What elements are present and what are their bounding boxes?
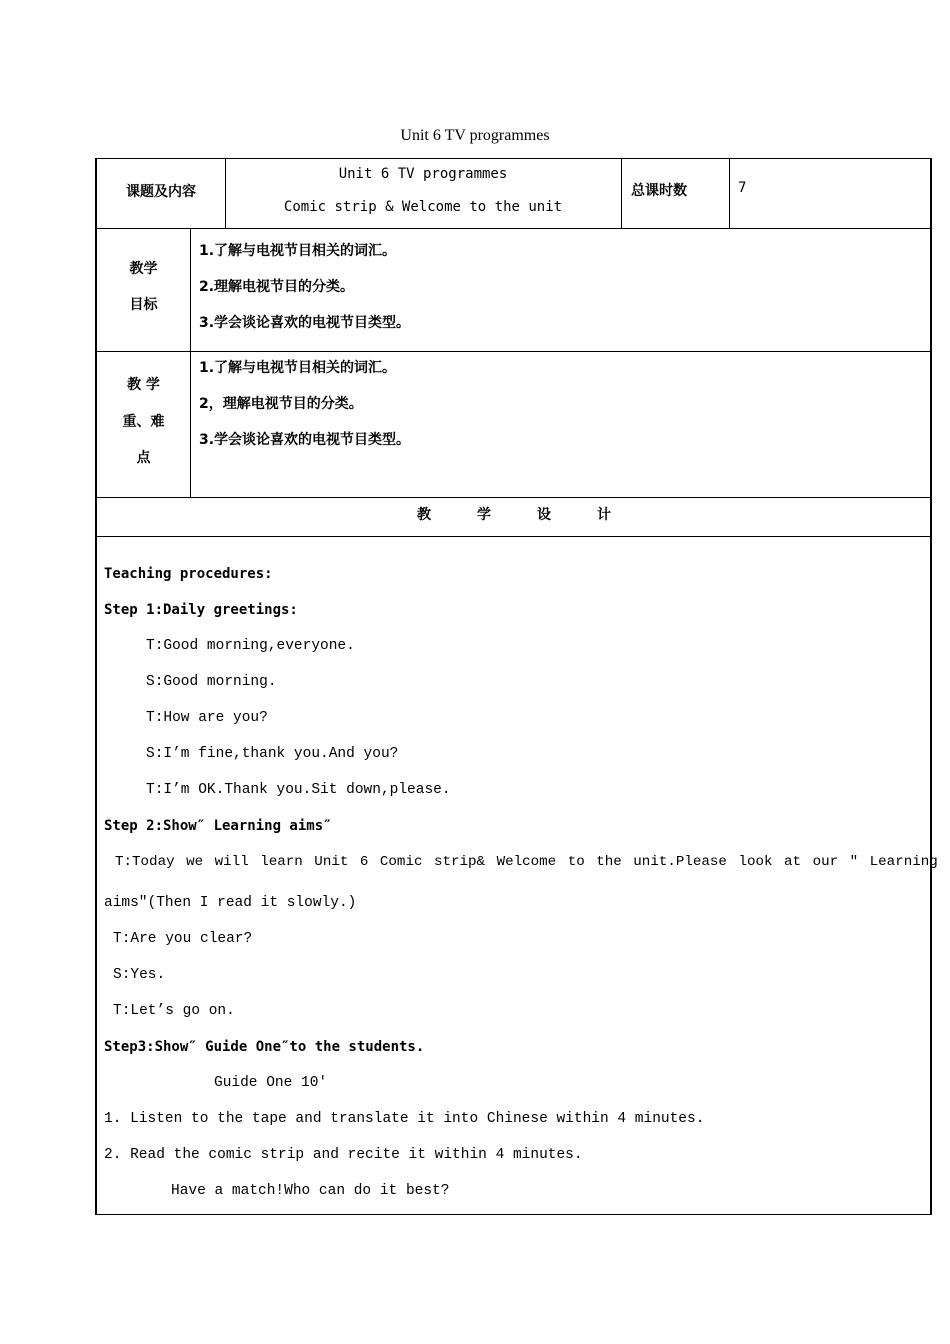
objectives-label-2: 目标 [129, 297, 158, 313]
step2-text: aims″(Then I read it slowly.) [104, 895, 357, 911]
lesson-plan-table [95, 158, 938, 1215]
hours-label: 总课时数 [631, 183, 687, 199]
row-divider [97, 497, 930, 498]
guide-item: 1. Listen to the tape and translate it into Chinese within 4 minutes. [104, 1111, 705, 1127]
objective-item: 3.学会谈论喜欢的电视节目类型。 [199, 315, 411, 331]
procedures-heading: Teaching procedures: [104, 566, 273, 582]
step2-heading: Step 2:Show″ Learning aims″ [104, 818, 332, 834]
keypoints-label-3: 点 [136, 450, 151, 466]
row-divider [97, 228, 930, 229]
dialogue-line: T:How are you? [146, 710, 268, 726]
objective-item: 2.理解电视节目的分类。 [199, 279, 355, 295]
dialogue-line: T:Let’s go on. [113, 1003, 235, 1019]
topic-line-1: Unit 6 TV programmes [338, 166, 508, 182]
keypoint-item: 2，理解电视节目的分类。 [199, 396, 363, 412]
hours-value: 7 [738, 180, 747, 196]
dialogue-line: T:I’m OK.Thank you.Sit down,please. [146, 782, 451, 798]
design-heading-char: 学 [477, 507, 491, 523]
guide-title: Guide One 10′ [214, 1075, 328, 1091]
design-heading-char: 设 [537, 507, 551, 523]
step2-text: T:Today we will learn Unit 6 Comic strip& Welcome to the unit.Please look at our ″ Learning [115, 854, 938, 870]
page-title: Unit 6 TV programmes [400, 127, 550, 144]
dialogue-line: T:Good morning,everyone. [146, 638, 355, 654]
col-divider [190, 228, 191, 497]
objective-item: 1.了解与电视节目相关的词汇。 [199, 243, 397, 259]
keypoints-label-2: 重、难 [122, 414, 165, 430]
match-line: Have a match!Who can do it best? [171, 1183, 450, 1199]
dialogue-line: S:Good morning. [146, 674, 277, 690]
step1-heading: Step 1:Daily greetings: [104, 602, 298, 618]
keypoint-item: 1.了解与电视节目相关的词汇。 [199, 360, 397, 376]
keypoint-item: 3.学会谈论喜欢的电视节目类型。 [199, 432, 411, 448]
topic-line-2: Comic strip & Welcome to the unit [283, 199, 563, 215]
dialogue-line: T:Are you clear? [113, 931, 253, 947]
dialogue-line: S:I’m fine,thank you.And you? [146, 746, 399, 762]
col-divider [621, 159, 622, 228]
dialogue-line: S:Yes. [113, 967, 166, 983]
objectives-label-1: 教学 [129, 261, 158, 277]
keypoints-label-1: 教 学 [127, 377, 160, 393]
topic-label: 课题及内容 [126, 184, 196, 200]
guide-item: 2. Read the comic strip and recite it within 4 minutes. [104, 1147, 583, 1163]
row-divider [97, 351, 930, 352]
row-divider [97, 536, 930, 537]
step3-heading: Step3:Show″ Guide One″to the students. [104, 1039, 425, 1055]
design-heading-char: 计 [597, 507, 611, 523]
col-divider [729, 159, 730, 228]
design-heading-char: 教 [417, 507, 431, 523]
